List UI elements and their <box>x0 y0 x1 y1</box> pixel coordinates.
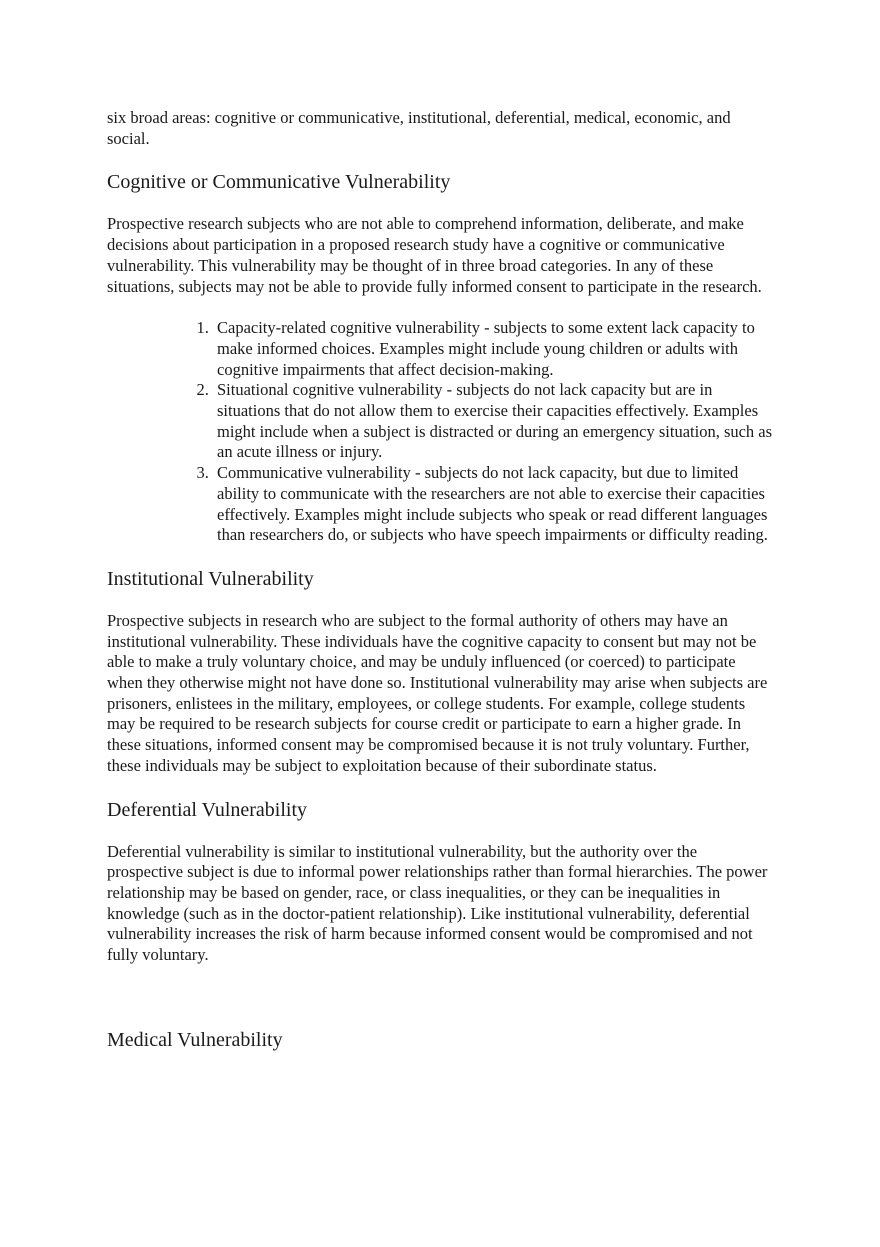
intro-paragraph: six broad areas: cognitive or communicative, institutional, deferential, medical, economic, and social. <box>107 108 731 148</box>
section-heading-institutional: Institutional Vulnerability <box>107 567 314 590</box>
document-page <box>107 108 775 1052</box>
deferential-paragraph: Deferential vulnerability is similar to institutional vulnerability, but the authority over the prospective subject is due to informal power relationships rather than formal hierarchies. The power relationship may be based on gender, race, or class inequalities, or they can be inequalities in knowledge (such as in the doctor-patient relationship). Like institutional vulnerability, deferential vulnerability increases the risk of harm because informed consent would be compromised and not fully voluntary. <box>107 841 768 965</box>
list-item: 1. Capacity-related cognitive vulnerability - subjects to some extent lack capacity to make informed choices. Examples might include young children or adults with cognitive impairments that affect decision-making. <box>213 318 775 380</box>
section-heading-medical: Medical Vulnerability <box>107 1028 283 1051</box>
section-heading-cognitive: Cognitive or Communicative Vulnerability <box>107 171 451 194</box>
list-item: 3. Communicative vulnerability - subjects do not lack capacity, but due to limited ability to communicate with the researchers are not able to exercise their capacities effectively. Examples might include subjects who speak or read different languages than researchers do, or subjects who have speech impairments or difficulty reading. <box>213 463 775 546</box>
cognitive-paragraph: Prospective research subjects who are not able to comprehend information, deliberate, and make decisions about participation in a proposed research study have a cognitive or communicative vulnerability. This vulnerability may be thought of in three broad categories. In any of these situations, subjects may not be able to provide fully informed consent to participate in the research. <box>107 214 762 296</box>
list-item: 2. Situational cognitive vulnerability - subjects do not lack capacity but are in situations that do not allow them to exercise their capacities effectively. Examples might include when a subject is distracted or during an emergency situation, such as an acute illness or injury. <box>213 380 775 463</box>
institutional-paragraph: Prospective subjects in research who are subject to the formal authority of others may have an institutional vulnerability. These individuals have the cognitive capacity to consent but may not be able to make a truly voluntary choice, and may be unduly influenced (or coerced) to participate when they otherwise might not have done so. Institutional vulnerability may arise when subjects are prisoners, enlistees in the military, employees, or college students. For example, college students may be required to be research subjects for course credit or participate to earn a higher grade. In these situations, informed consent may be compromised because it is not truly voluntary. Further, these individuals may be subject to exploitation because of their subordinate status. <box>107 610 768 775</box>
section-heading-deferential: Deferential Vulnerability <box>107 798 308 821</box>
cognitive-vulnerability-list <box>107 318 775 546</box>
